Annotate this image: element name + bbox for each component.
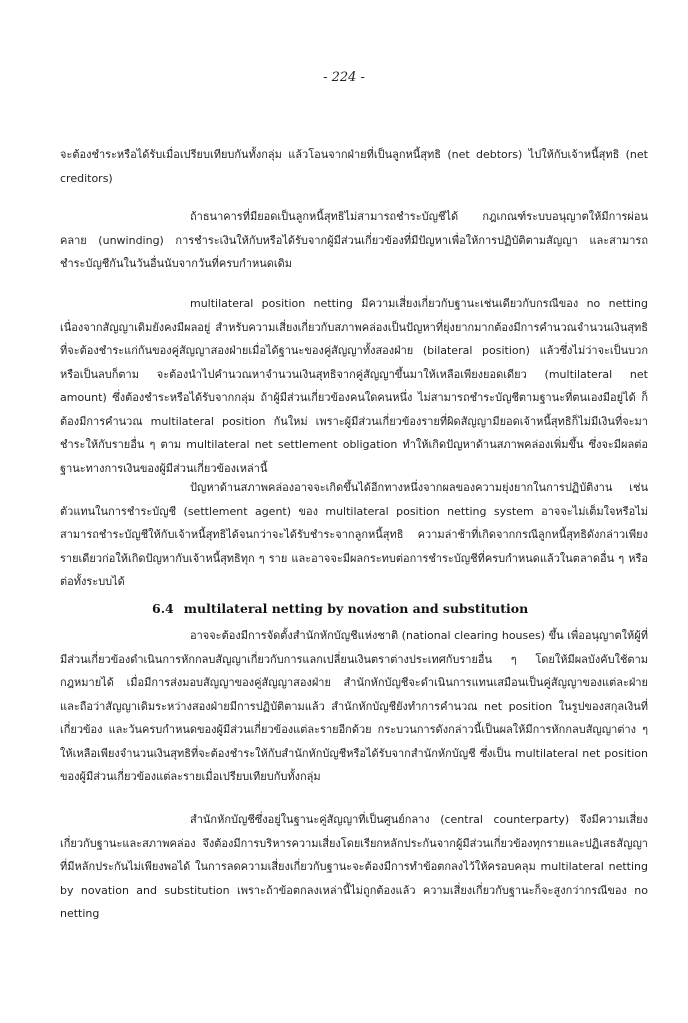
- paragraph-text: ถ้าธนาคารที่มียอดเป็นลูกหนี้สุทธิไม่สามารถชำระบัญชีได้ กฎเกณฑ์ระบบอนุญาตให้มีการผ่อนคลาย (unwinding) การชำระเงินให้กับหรือได้รับจากผู้มีส่วนเกี่ยวข้องที่มีปัญหาเพื่อให้การปฏิบัติตามสัญญา และสามารถชำระบัญชีกันในวันอื่นนับจากวันที่ครบกำหนดเดิม: [60, 210, 648, 270]
- paragraph-text: multilateral position netting มีความเสี่ยงเกี่ยวกับฐานะเช่นเดียวกับกรณีของ no netting เนื่องจากสัญญาเดิมยังคงมีผลอยู่ สำหรับความเสี่ยงเกี่ยวกับสภาพคล่องเป็นปัญหาที่ยุ่งยากมากต้องมีการคำนวณจำนวนเงินสุทธิที่จะต้องชำระแก่กันของคู่สัญญาสองฝ่ายเมื่อได้ฐานะของคู่สัญญาทั้งสองฝ่าย (bilateral position) แล้วซึ่งไม่ว่าจะเป็นบวกหรือเป็นลบก็ตาม จะต้องนำไปคำนวณหาจำนวนเงินสุทธิจากคู่สัญญาขึ้นมาให้เหลือเพียงยอดเดียว (multilateral net amount) ซึ่งต้องชำระหรือได้รับจากกลุ่ม ถ้าผู้มีส่วนเกี่ยวข้องคนใดคนหนึ่ง ไม่สามารถชำระบัญชีตามฐานะที่ตนเองมีอยู่ได้ ก็ต้องมีการคำนวณ multilateral position กันใหม่ เพราะผู้มีส่วนเกี่ยวข้องรายที่ผิดสัญญามียอดเจ้าหนี้สุทธิก็ไม่มีเงินที่จะมาชำระให้กับรายอื่น ๆ ตาม multilateral net settlement obligation ทำให้เกิดปัญหาด้านสภาพคล่องเพิ่มขึ้น ซึ่งจะมีผลต่อฐานะทางการเงินของผู้มีส่วนเกี่ยวข้องเหล่านี้: [60, 297, 648, 475]
- paragraph-text: ปัญหาด้านสภาพคล่องอาจจะเกิดขึ้นได้อีกทางหนึ่งจากผลของความยุ่งยากในการปฏิบัติงาน เช่น ตัวแทนในการชำระบัญชี (settlement agent) ของ multilateral position netting system อาจจะไม่เต็มใจหรือไม่สามารถชำระบัญชีให้กับเจ้าหนี้สุทธิได้จนกว่าจะได้รับชำระจากลูกหนี้สุทธิ ความล่าช้าที่เกิดจากกรณีลูกหนี้สุทธิดังกล่าวเพียงรายเดียวก่อให้เกิดปัญหากับเจ้าหนี้สุทธิทุก ๆ ราย และอาจจะมีผลกระทบต่อการชำระบัญชีที่ครบกำหนดแล้วในตลาดอื่น ๆ หรือต่อทั้งระบบได้: [60, 481, 648, 588]
- paragraph-multilateral-position-risk: [60, 292, 648, 480]
- section-number: 6.4: [152, 601, 174, 616]
- paragraph-text: จะต้องชำระหรือได้รับเมื่อเปรียบเทียบกันทั้งกลุ่ม แล้วโอนจากฝ่ายที่เป็นลูกหนี้สุทธิ (net debtors) ไปให้กับเจ้าหนี้สุทธิ (net creditors): [60, 148, 648, 185]
- paragraph-liquidity-problem: [60, 476, 648, 594]
- paragraph-unwinding: [60, 205, 648, 276]
- paragraph-central-counterparty: [60, 808, 648, 926]
- paragraph-text: อาจจะต้องมีการจัดตั้งสำนักหักบัญชีแห่งชาติ (national clearing houses) ขึ้น เพื่ออนุญาตให้ผู้ที่มีส่วนเกี่ยวข้องดำเนินการหักกลบสัญญาเกี่ยวกับการแลกเปลี่ยนเงินตราต่างประเทศกับรายอื่น ๆ โดยให้มีผลบังคับใช้ตามกฎหมายได้ เมื่อมีการส่งมอบสัญญาของคู่สัญญาสองฝ่าย สำนักหักบัญชีจะดำเนินการแทนเสมือนเป็นคู่สัญญาของแต่ละฝ่าย และถือว่าสัญญาเดิมระหว่างสองฝ่ายมีการปฏิบัติตามแล้ว สำนักหักบัญชียังทำการคำนวณ net position ในรูปของสกุลเงินที่เกี่ยวข้อง และวันครบกำหนดของผู้มีส่วนเกี่ยวข้องแต่ละรายอีกด้วย กระบวนการดังกล่าวนี้เป็นผลให้มีการหักกลบสัญญาต่าง ๆ ให้เหลือเพียงจำนวนเงินสุทธิที่จะต้องชำระให้กับสำนักหักบัญชีหรือได้รับจากสำนักหักบัญชี ซึ่งเป็น multilateral net position ของผู้มีส่วนเกี่ยวข้องแต่ละรายเมื่อเปรียบเทียบกับทั้งกลุ่ม: [60, 629, 648, 783]
- paragraph-clearing-houses: [60, 624, 648, 789]
- paragraph-text: สำนักหักบัญชีซึ่งอยู่ในฐานะคู่สัญญาที่เป็นศูนย์กลาง (central counterparty) จึงมีความเสี่ยงเกี่ยวกับฐานะและสภาพคล่อง จึงต้องมีการบริหารความเสี่ยงโดยเรียกหลักประกันจากผู้มีส่วนเกี่ยวข้องทุกรายและปฏิเสธสัญญาที่มีหลักประกันไม่เพียงพอได้ ในการลดความเสี่ยงเกี่ยวกับฐานะจะต้องมีการทำข้อตกลงไว้ให้ครอบคลุม multilateral netting by novation and substitution เพราะถ้าข้อตกลงเหล่านี้ไม่ถูกต้องแล้ว ความเสี่ยงเกี่ยวกับฐานะก็จะสูงกว่ากรณีของ no netting: [60, 813, 648, 920]
- page-number: - 224 -: [323, 70, 365, 85]
- section-title: multilateral netting by novation and substitution: [183, 601, 529, 616]
- section-heading: [152, 601, 528, 616]
- paragraph-continuation: [60, 143, 648, 190]
